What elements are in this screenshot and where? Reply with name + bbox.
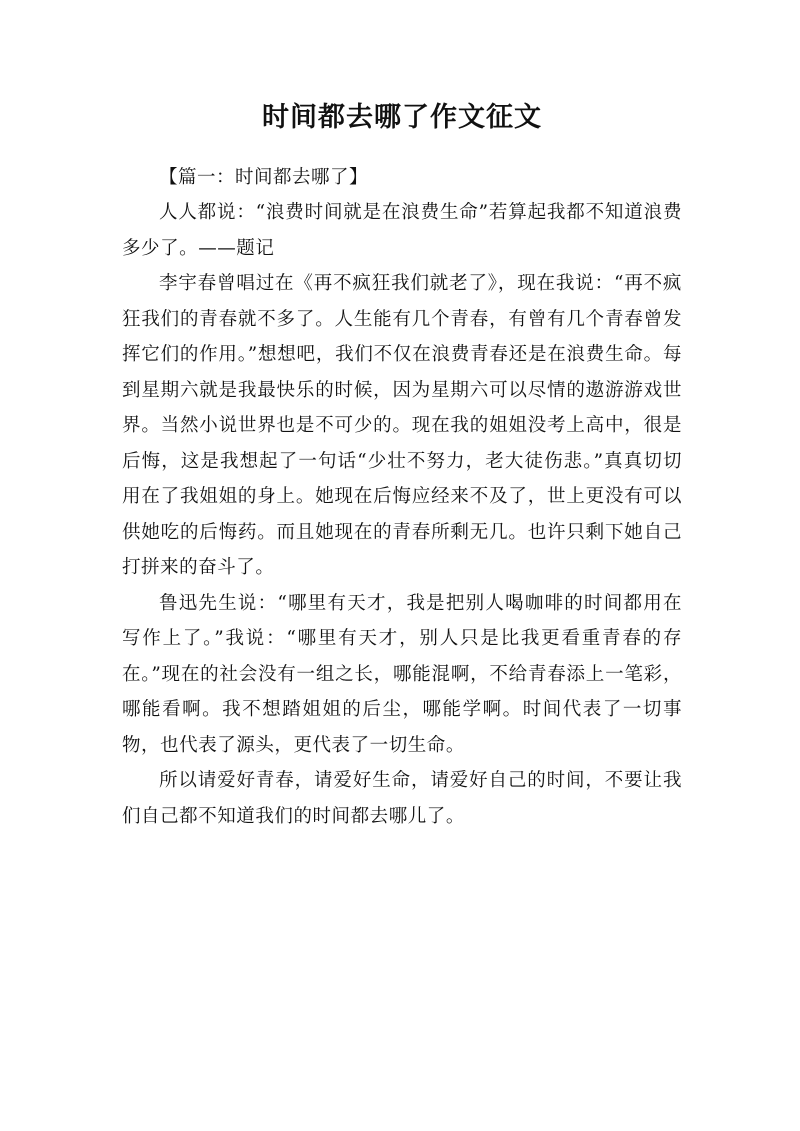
paragraph-epigraph: 人人都说：“浪费时间就是在浪费生命”若算起我都不知道浪费多少了。——题记 <box>122 202 682 259</box>
paragraph-li-yuchun: 李宇春曾唱过在《再不疯狂我们就老了》，现在我说：“再不疯狂我们的青春就不多了。人生能有几个青春，有曾有几个青春曾发挥它们的作用。”想想吧，我们不仅在浪费青春还是在浪费生命。每到星期六就是我最快乐的时候，因为星期六可以尽情的遨游游戏世界。当然小说世界也是不可少的。现在我的姐姐没考上高中，很是后悔，这是我想起了一句话“少壮不努力，老大徒伤悲。”真真切切用在了我姐姐的身上。她现在后悔应经来不及了，世上更没有可以供她吃的后悔药。而且她现在的青春所剩无几。也许只剩下她自己打拼来的奋斗了。 <box>122 273 682 578</box>
paragraph-conclusion: 所以请爱好青春，请爱好生命，请爱好自己的时间，不要让我们自己都不知道我们的时间都去哪儿了。 <box>122 770 682 827</box>
paragraph-lu-xun: 鲁迅先生说：“哪里有天才，我是把别人喝咖啡的时间都用在写作上了。”我说：“哪里有天才，别人只是比我更看重青春的存在。”现在的社会没有一组之长，哪能混啊，不给青春添上一笔彩，哪能看啊。我不想踏姐姐的后尘，哪能学啊。时间代表了一切事物，也代表了源头，更代表了一切生命。 <box>122 592 682 756</box>
section-heading: 【篇一：时间都去哪了】 <box>159 167 369 188</box>
document-title: 时间都去哪了作文征文 <box>262 102 542 133</box>
